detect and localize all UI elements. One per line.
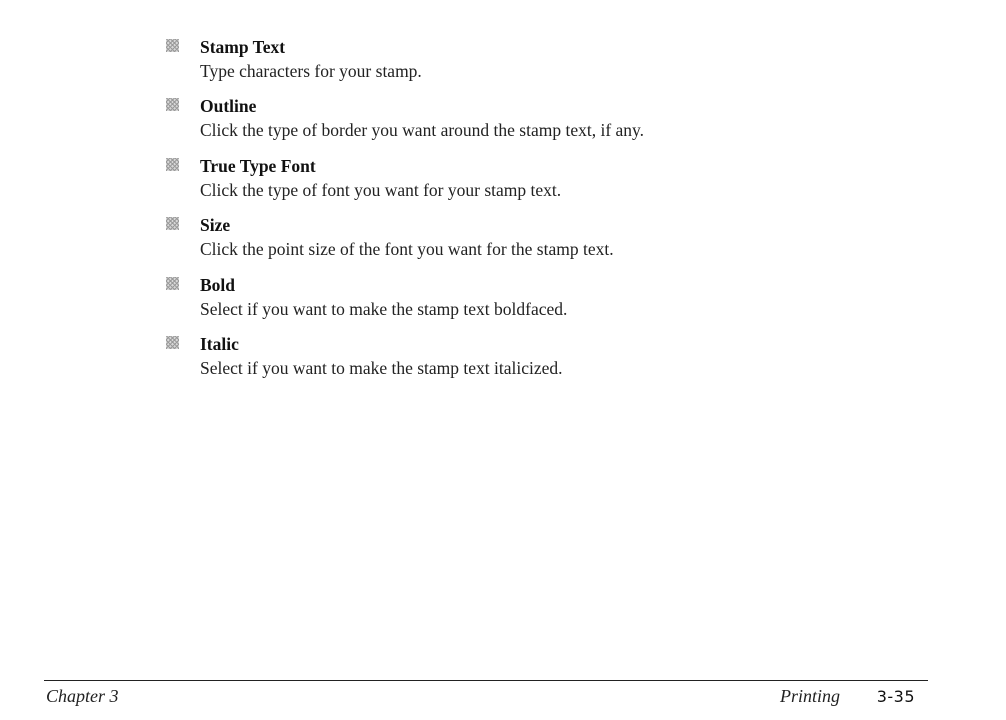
square-bullet-icon [166,336,179,349]
footer-section: Printing [779,686,840,706]
square-bullet-icon [166,158,179,171]
item-title: Size [200,215,231,236]
list-item [166,154,926,213]
footer-divider [44,680,928,681]
square-bullet-icon [166,217,179,230]
list-item [166,332,926,391]
square-bullet-icon [166,98,179,111]
footer-chapter: Chapter 3 [46,686,119,706]
page-number: 3-35 [876,687,915,706]
item-description: Select if you want to make the stamp text italicized. [200,357,563,378]
option-list [166,35,926,391]
item-title: Bold [200,274,236,295]
item-description: Click the type of font you want for your stamp text. [200,179,562,200]
list-item [166,273,926,332]
item-title: Italic [200,333,239,354]
list-item [166,213,926,272]
item-description: Select if you want to make the stamp text boldfaced. [200,298,568,319]
item-description: Click the point size of the font you want for the stamp text. [200,239,614,260]
item-title: True Type Font [200,155,316,176]
square-bullet-icon [166,39,179,52]
list-item [166,94,926,153]
item-description: Click the type of border you want around the stamp text, if any. [200,120,645,141]
list-item [166,35,926,94]
item-title: Outline [200,96,257,117]
item-description: Type characters for your stamp. [200,61,422,81]
item-title: Stamp Text [200,37,286,57]
square-bullet-icon [166,277,179,290]
